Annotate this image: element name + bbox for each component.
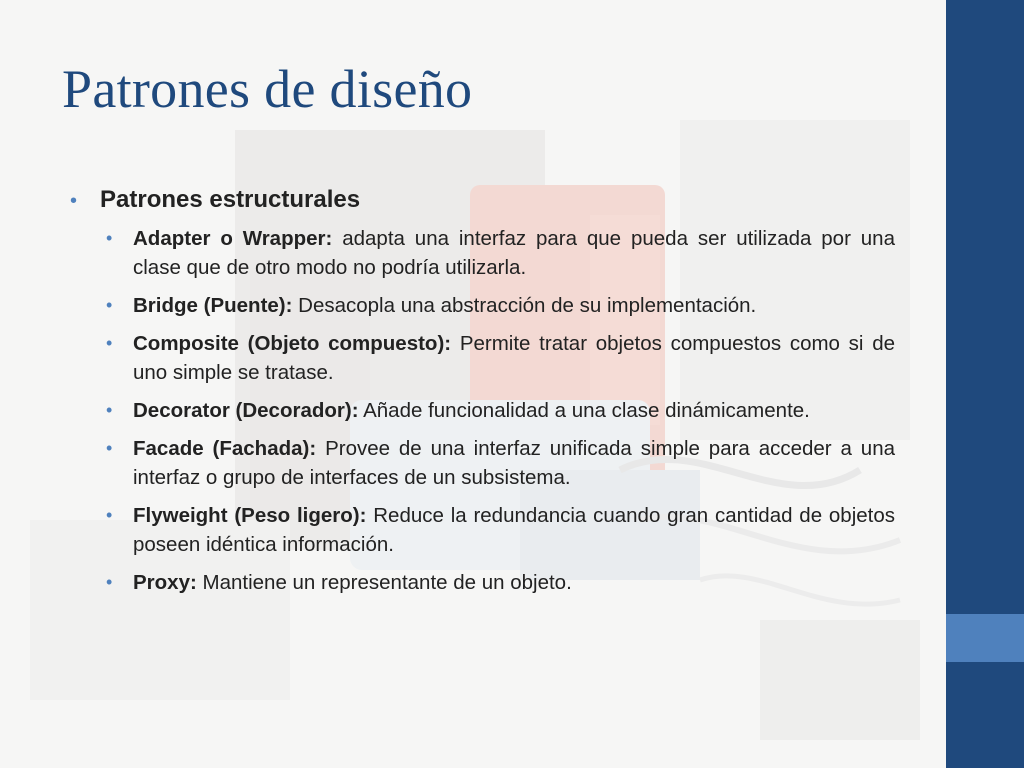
pattern-name: Composite (Objeto compuesto): [133,332,452,355]
pattern-description: Desacopla una abstracción de su implementación. [292,294,757,317]
bullet-icon: • [106,505,113,525]
bullet-icon: • [106,228,113,248]
pattern-name: Adapter o Wrapper: [133,227,333,250]
side-bar-accent [946,614,1024,662]
pattern-description: Permite tratar objetos compuestos como si de uno simple se tratase. [133,332,895,384]
list-item-text [133,224,895,282]
list-item-adapter [106,224,895,282]
list-item-text [133,434,895,492]
section-bullet [70,186,360,214]
pattern-name: Flyweight (Peso ligero): [133,504,367,527]
list-item-facade [106,434,895,492]
pattern-list [106,224,895,606]
pattern-description: adapta una interfaz para que pueda ser utilizada por una clase que de otro modo no podría utilizarla. [133,227,895,279]
list-item-flyweight [106,501,895,559]
bullet-icon: • [106,572,113,592]
bullet-icon: • [106,400,113,420]
pattern-name: Bridge (Puente): [133,294,293,317]
list-item-text [133,501,895,559]
bullet-icon: • [106,438,113,458]
pattern-description: Provee de una interfaz unificada simple para acceder a una interfaz o grupo de interfaces de un subsistema. [133,437,895,489]
bullet-icon: • [70,190,78,212]
pattern-name: Decorator (Decorador): [133,399,359,422]
list-item-text [133,329,895,387]
list-item-text [133,396,895,425]
list-item-text [133,291,895,320]
list-item-decorator [106,396,895,425]
section-heading: Patrones estructurales [100,186,361,213]
bullet-icon: • [106,333,113,353]
slide-title: Patrones de diseño [62,59,473,119]
pattern-description: Reduce la redundancia cuando gran cantidad de objetos poseen idéntica información. [133,504,896,556]
pattern-description: Mantiene un representante de un objeto. [196,571,572,594]
pattern-description: Añade funcionalidad a una clase dinámicamente. [358,399,810,422]
list-item-proxy [106,568,895,597]
list-item-text [133,568,895,597]
list-item-bridge [106,291,895,320]
pattern-name: Proxy: [133,571,197,594]
pattern-name: Facade (Fachada): [133,437,317,460]
list-item-composite [106,329,895,387]
bullet-icon: • [106,295,113,315]
